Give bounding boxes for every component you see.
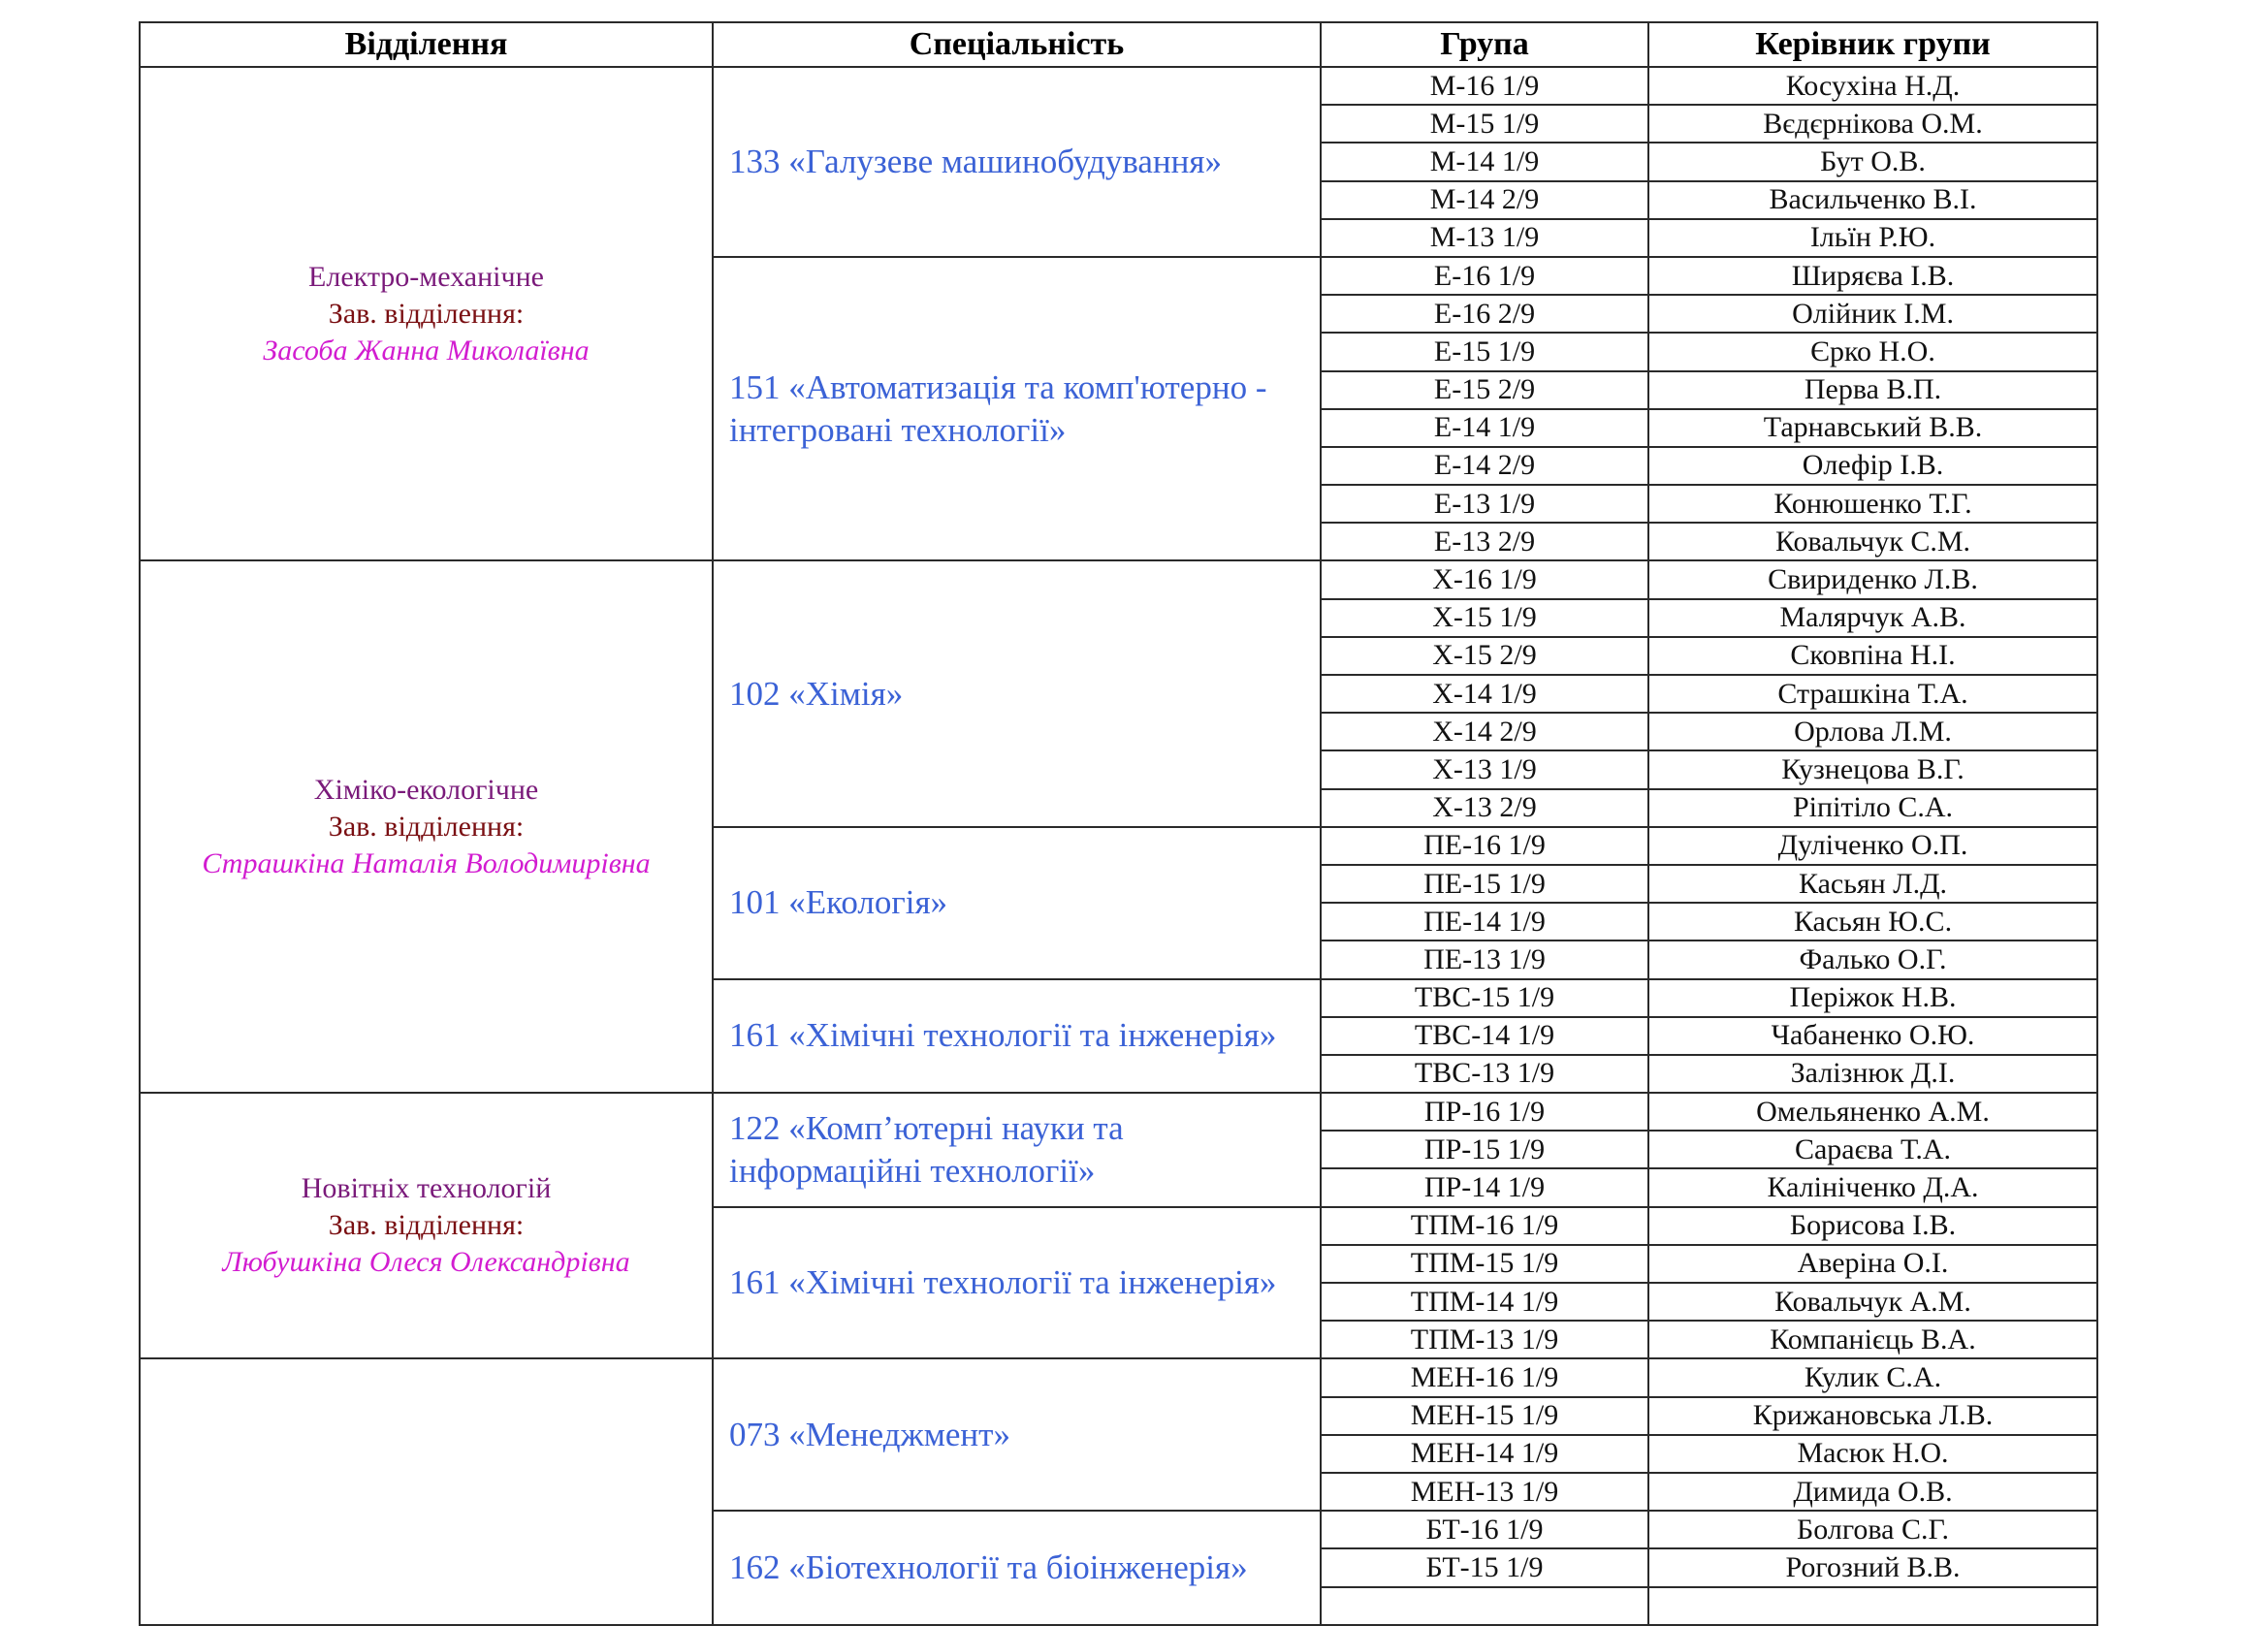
- group-code-cell: М-13 1/9: [1321, 219, 1648, 257]
- group-code-cell: ТПМ-13 1/9: [1321, 1321, 1648, 1358]
- department-head-name: Страшкіна Наталія Володимирівна: [202, 846, 651, 879]
- department-head-label: Зав. відділення:: [328, 810, 525, 843]
- table-row: [140, 67, 2097, 105]
- group-leader-cell: Васильченко В.І.: [1648, 181, 2097, 219]
- department-head-name: Любушкіна Олеся Олександрівна: [222, 1246, 630, 1279]
- group-code-cell: МЕН-15 1/9: [1321, 1397, 1648, 1435]
- group-code-cell: Х-13 1/9: [1321, 750, 1648, 788]
- group-leader-cell: Дуліченко О.П.: [1648, 827, 2097, 865]
- group-leader-cell: Перва В.П.: [1648, 371, 2097, 409]
- group-code-cell: М-15 1/9: [1321, 105, 1648, 143]
- group-code-cell: Х-15 1/9: [1321, 599, 1648, 637]
- group-code-cell: Е-15 2/9: [1321, 371, 1648, 409]
- department-head-name: Засоба Жанна Миколаївна: [263, 334, 590, 367]
- group-code-cell: ТВС-14 1/9: [1321, 1017, 1648, 1055]
- table-body: [140, 67, 2097, 1625]
- groups-table-sheet: [139, 21, 2096, 1626]
- group-leader-cell: Ширяєва І.В.: [1648, 257, 2097, 295]
- group-leader-cell: Чабаненко О.Ю.: [1648, 1017, 2097, 1055]
- group-leader-cell: Свириденко Л.В.: [1648, 560, 2097, 598]
- group-code-cell: ПЕ-13 1/9: [1321, 941, 1648, 978]
- group-leader-cell: Орлова Л.М.: [1648, 713, 2097, 750]
- group-code-cell: ПЕ-14 1/9: [1321, 903, 1648, 941]
- department-name: Новітніх технологій: [301, 1172, 552, 1205]
- department-cell: [140, 560, 713, 1093]
- group-leader-cell: Малярчук А.В.: [1648, 599, 2097, 637]
- table-row: [140, 560, 2097, 598]
- group-leader-cell: Сараєва Т.А.: [1648, 1131, 2097, 1168]
- group-leader-cell: Калініченко Д.А.: [1648, 1168, 2097, 1206]
- group-code-cell: БТ-15 1/9: [1321, 1548, 1648, 1586]
- specialty-cell: 161 «Хімічні технології та інженерія»: [713, 1207, 1321, 1359]
- group-leader-cell: Борисова І.В.: [1648, 1207, 2097, 1245]
- group-code-cell: М-14 1/9: [1321, 143, 1648, 180]
- group-leader-cell: Косухіна Н.Д.: [1648, 67, 2097, 105]
- group-leader-cell: Аверіна О.І.: [1648, 1245, 2097, 1283]
- group-leader-cell: Димида О.В.: [1648, 1473, 2097, 1511]
- group-code-cell: Х-16 1/9: [1321, 560, 1648, 598]
- group-leader-cell: Тарнавський В.В.: [1648, 409, 2097, 447]
- specialty-cell: 073 «Менеджмент»: [713, 1358, 1321, 1511]
- specialty-cell: 101 «Екологія»: [713, 827, 1321, 979]
- group-code-cell: Е-14 2/9: [1321, 447, 1648, 485]
- group-code-cell: Е-15 1/9: [1321, 333, 1648, 370]
- group-leader-cell: Періжок Н.В.: [1648, 979, 2097, 1017]
- department-name: Електро-механічне: [308, 260, 544, 293]
- department-cell: [140, 67, 713, 560]
- group-code-cell: Х-14 2/9: [1321, 713, 1648, 750]
- group-leader-cell: Касьян Л.Д.: [1648, 865, 2097, 903]
- group-code-cell: МЕН-16 1/9: [1321, 1358, 1648, 1396]
- group-leader-cell: Касьян Ю.С.: [1648, 903, 2097, 941]
- group-leader-cell: Олійник І.М.: [1648, 295, 2097, 333]
- group-leader-cell: Конюшенко Т.Г.: [1648, 485, 2097, 523]
- specialty-cell: 151 «Автоматизація та комп'ютерно - інтегровані технології»: [713, 257, 1321, 561]
- group-code-cell: ТПМ-16 1/9: [1321, 1207, 1648, 1245]
- table-row: [140, 1358, 2097, 1396]
- group-code-cell: Е-13 1/9: [1321, 485, 1648, 523]
- group-code-cell: Х-15 2/9: [1321, 637, 1648, 675]
- group-leader-cell: Болгова С.Г.: [1648, 1511, 2097, 1548]
- group-leader-cell: [1648, 1587, 2097, 1625]
- group-leader-cell: Олефір І.В.: [1648, 447, 2097, 485]
- column-header-group: Група: [1321, 22, 1648, 67]
- group-code-cell: МЕН-13 1/9: [1321, 1473, 1648, 1511]
- group-code-cell: ТВС-13 1/9: [1321, 1055, 1648, 1093]
- department-cell: [140, 1093, 713, 1358]
- specialty-cell: 133 «Галузеве машинобудування»: [713, 67, 1321, 257]
- group-code-cell: Е-14 1/9: [1321, 409, 1648, 447]
- group-leader-cell: Крижановська Л.В.: [1648, 1397, 2097, 1435]
- group-leader-cell: Ільїн Р.Ю.: [1648, 219, 2097, 257]
- group-code-cell: ПЕ-15 1/9: [1321, 865, 1648, 903]
- group-leader-cell: Ковальчук А.М.: [1648, 1283, 2097, 1321]
- group-code-cell: Е-16 2/9: [1321, 295, 1648, 333]
- group-code-cell: ПЕ-16 1/9: [1321, 827, 1648, 865]
- group-code-cell: ТПМ-15 1/9: [1321, 1245, 1648, 1283]
- group-leader-cell: Кулик С.А.: [1648, 1358, 2097, 1396]
- group-code-cell: Е-16 1/9: [1321, 257, 1648, 295]
- group-leader-cell: Залізнюк Д.І.: [1648, 1055, 2097, 1093]
- group-code-cell: ПР-15 1/9: [1321, 1131, 1648, 1168]
- department-head-label: Зав. відділення:: [328, 1209, 525, 1242]
- department-cell: [140, 1358, 713, 1624]
- group-leader-cell: Єрко Н.О.: [1648, 333, 2097, 370]
- specialty-cell: 102 «Хімія»: [713, 560, 1321, 826]
- group-leader-cell: Компанієць В.А.: [1648, 1321, 2097, 1358]
- table-header-row: [140, 22, 2097, 67]
- group-leader-cell: Кузнецова В.Г.: [1648, 750, 2097, 788]
- group-code-cell: М-14 2/9: [1321, 181, 1648, 219]
- group-leader-cell: Бут О.В.: [1648, 143, 2097, 180]
- group-leader-cell: Ріпітіло С.А.: [1648, 789, 2097, 827]
- group-code-cell: ПР-14 1/9: [1321, 1168, 1648, 1206]
- group-code-cell: [1321, 1587, 1648, 1625]
- group-code-cell: М-16 1/9: [1321, 67, 1648, 105]
- group-leader-cell: Фалько О.Г.: [1648, 941, 2097, 978]
- group-leader-cell: Омельяненко А.М.: [1648, 1093, 2097, 1131]
- group-code-cell: Е-13 2/9: [1321, 523, 1648, 560]
- column-header-department: Відділення: [140, 22, 713, 67]
- groups-table: [139, 21, 2098, 1626]
- specialty-cell: 162 «Біотехнології та біоінженерія»: [713, 1511, 1321, 1625]
- column-header-specialty: Спеціальність: [713, 22, 1321, 67]
- group-code-cell: Х-13 2/9: [1321, 789, 1648, 827]
- group-leader-cell: Ковальчук С.М.: [1648, 523, 2097, 560]
- group-code-cell: ТПМ-14 1/9: [1321, 1283, 1648, 1321]
- group-leader-cell: Вєдєрнікова О.М.: [1648, 105, 2097, 143]
- specialty-cell: 122 «Комп’ютерні науки та інформаційні технології»: [713, 1093, 1321, 1207]
- group-leader-cell: Страшкіна Т.А.: [1648, 675, 2097, 713]
- group-code-cell: БТ-16 1/9: [1321, 1511, 1648, 1548]
- group-leader-cell: Масюк Н.О.: [1648, 1435, 2097, 1473]
- group-leader-cell: Рогозний В.В.: [1648, 1548, 2097, 1586]
- group-leader-cell: Сковпіна Н.І.: [1648, 637, 2097, 675]
- specialty-cell: 161 «Хімічні технології та інженерія»: [713, 979, 1321, 1094]
- group-code-cell: Х-14 1/9: [1321, 675, 1648, 713]
- column-header-group-leader: Керівник групи: [1648, 22, 2097, 67]
- table-row: [140, 1093, 2097, 1131]
- department-head-label: Зав. відділення:: [328, 297, 525, 330]
- group-code-cell: ТВС-15 1/9: [1321, 979, 1648, 1017]
- group-code-cell: МЕН-14 1/9: [1321, 1435, 1648, 1473]
- group-code-cell: ПР-16 1/9: [1321, 1093, 1648, 1131]
- department-name: Хіміко-екологічне: [313, 773, 539, 806]
